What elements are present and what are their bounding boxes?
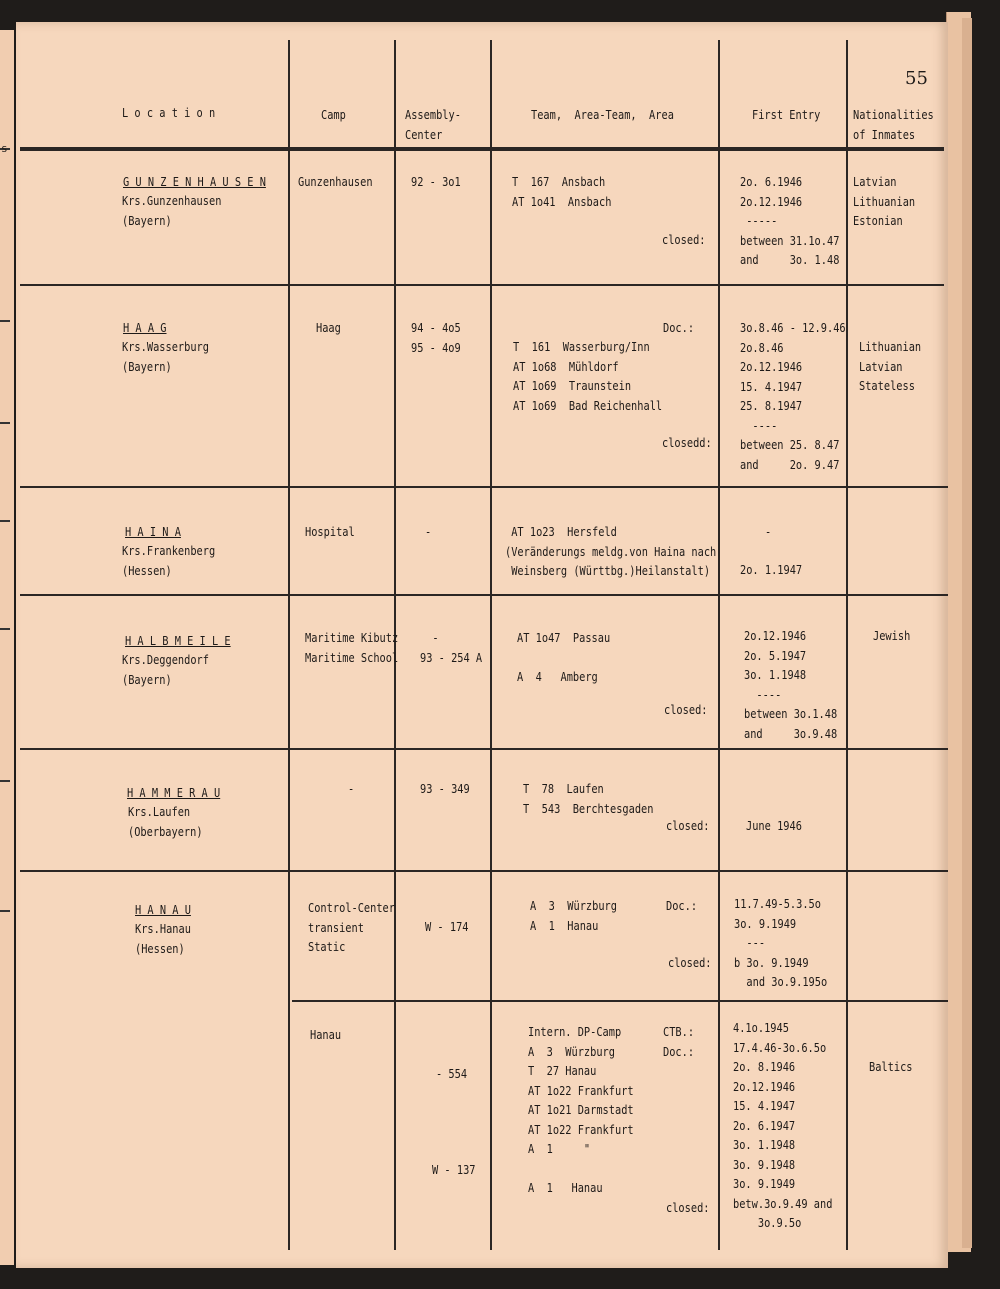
first-entry-dash: - (765, 525, 772, 539)
header-assembly-center: Assembly- Center (405, 108, 461, 142)
closed-label: closed: (666, 1201, 710, 1215)
team-area: AT 1o23 Hersfeld (Veränderungs meldg.von Haina nach Weinsberg (Württbg.)Heilanstalt) (505, 525, 717, 578)
ctb-doc-labels: CTB.: Doc.: (663, 1025, 695, 1059)
row-divider (20, 870, 948, 872)
camp-name: - (348, 782, 355, 796)
camp-name: Hanau (310, 1028, 342, 1042)
team-area: A 3 Würzburg A 1 Hanau (530, 899, 617, 933)
first-entry: 2o.12.1946 2o. 5.1947 3o. 1.1948 ---- between 3o.1.48 and 3o.9.48 (744, 629, 838, 741)
first-entry: 11.7.49-5.3.5o 3o. 9.1949 --- b 3o. 9.1949 and 3o.9.195o (734, 897, 828, 989)
sub-row-divider (292, 1000, 948, 1002)
location-name: H A L B M E I L E (125, 634, 231, 648)
column-divider (718, 40, 720, 1250)
header-rule (20, 147, 944, 151)
assembly-center: W - 174 (425, 920, 469, 934)
assembly-center-secondary: W - 137 (432, 1163, 476, 1177)
assembly-center: 93 - 349 (420, 782, 470, 796)
page-number: 55 (905, 68, 928, 89)
camp-name: Gunzenhausen (298, 175, 373, 189)
closed-label: closed: (662, 233, 706, 247)
nationalities: Baltics (869, 1060, 913, 1074)
doc-label: Doc.: (663, 321, 695, 335)
first-entry: 3o.8.46 - 12.9.46 2o.8.46 2o.12.1946 15. 4.1947 25. 8.1947 ---- between 25. 8.47 and 2o. 9.47 (740, 321, 846, 472)
header-nationalities: Nationalities of Inmates (853, 108, 934, 142)
team-area: AT 1o47 Passau A 4 Amberg (517, 631, 611, 684)
nationalities: Jewish (873, 629, 911, 643)
location-district: Krs.Frankenberg (Hessen) (122, 544, 216, 578)
closed-label: closedd: (662, 436, 712, 450)
camp-name: Maritime Kibutz Maritime School (305, 631, 399, 665)
team-area: T 161 Wasserburg/Inn AT 1o68 Mühldorf AT 1o69 Traunstein AT 1o69 Bad Reichenhall (513, 340, 663, 413)
camp-name: Haag (316, 321, 341, 335)
location-name: G U N Z E N H A U S E N (123, 175, 266, 189)
location-district: Krs.Hanau (Hessen) (135, 922, 191, 956)
location-district: Krs.Laufen (Oberbayern) (128, 805, 203, 839)
assembly-center: 92 - 3o1 (411, 175, 461, 189)
team-area: T 167 Ansbach AT 1o41 Ansbach (512, 175, 612, 209)
header-camp: Camp (321, 108, 346, 122)
location-name: H A M M E R A U (127, 786, 221, 800)
first-entry: 2o. 1.1947 (740, 563, 803, 577)
doc-label: Doc.: (666, 899, 698, 913)
assembly-center: - 554 (436, 1067, 468, 1081)
camp-name: Hospital (305, 525, 355, 539)
facing-page-letter: s (1, 142, 8, 155)
header-location: L o c a t i o n (122, 106, 216, 120)
column-divider (288, 40, 290, 1250)
location-district: Krs.Gunzenhausen (Bayern) (122, 194, 222, 228)
header-first-entry: First Entry (752, 108, 821, 122)
column-divider (490, 40, 492, 1250)
closed-label: closed: (664, 703, 708, 717)
team-area: Intern. DP-Camp A 3 Würzburg T 27 Hanau AT 1o22 Frankfurt AT 1o21 Darmstadt AT 1o22 Frankfurt A 1 " A 1 Hanau (528, 1025, 634, 1195)
row-divider (20, 748, 948, 750)
closed-label: closed: (666, 819, 710, 833)
first-entry: June 1946 (746, 819, 802, 833)
location-name: H A A G (123, 321, 167, 335)
facing-page-edge (0, 30, 14, 1265)
nationalities: Latvian Lithuanian Estonian (853, 175, 916, 228)
assembly-center: - (425, 525, 432, 539)
header-team-area: Team, Area-Team, Area (531, 108, 674, 122)
row-divider (20, 284, 944, 286)
location-district: Krs.Deggendorf (Bayern) (122, 653, 209, 687)
first-entry: 4.1o.1945 17.4.46-3o.6.5o 2o. 8.1946 2o.12.1946 15. 4.1947 2o. 6.1947 3o. 1.1948 3o. 9.1948 3o. 9.1949 betw.3o.9.49 and 3o.9.5o (733, 1021, 833, 1230)
location-district: Krs.Wasserburg (Bayern) (122, 340, 209, 374)
assembly-center: 94 - 4o5 95 - 4o9 (411, 321, 461, 355)
closed-label: closed: (668, 956, 712, 970)
row-divider (20, 486, 948, 488)
location-name: H A I N A (125, 525, 181, 539)
camp-name: Control-Center transient Static (308, 901, 395, 954)
column-divider (846, 40, 848, 1250)
team-area: T 78 Laufen T 543 Berchtesgaden (523, 782, 654, 816)
location-name: H A N A U (135, 903, 191, 917)
first-entry: 2o. 6.1946 2o.12.1946 ----- between 31.1o.47 and 3o. 1.48 (740, 175, 840, 267)
row-divider (20, 594, 948, 596)
nationalities: Lithuanian Latvian Stateless (859, 340, 922, 393)
assembly-center: - 93 - 254 A (420, 631, 483, 665)
page-stack-edge-inner (962, 18, 972, 1248)
